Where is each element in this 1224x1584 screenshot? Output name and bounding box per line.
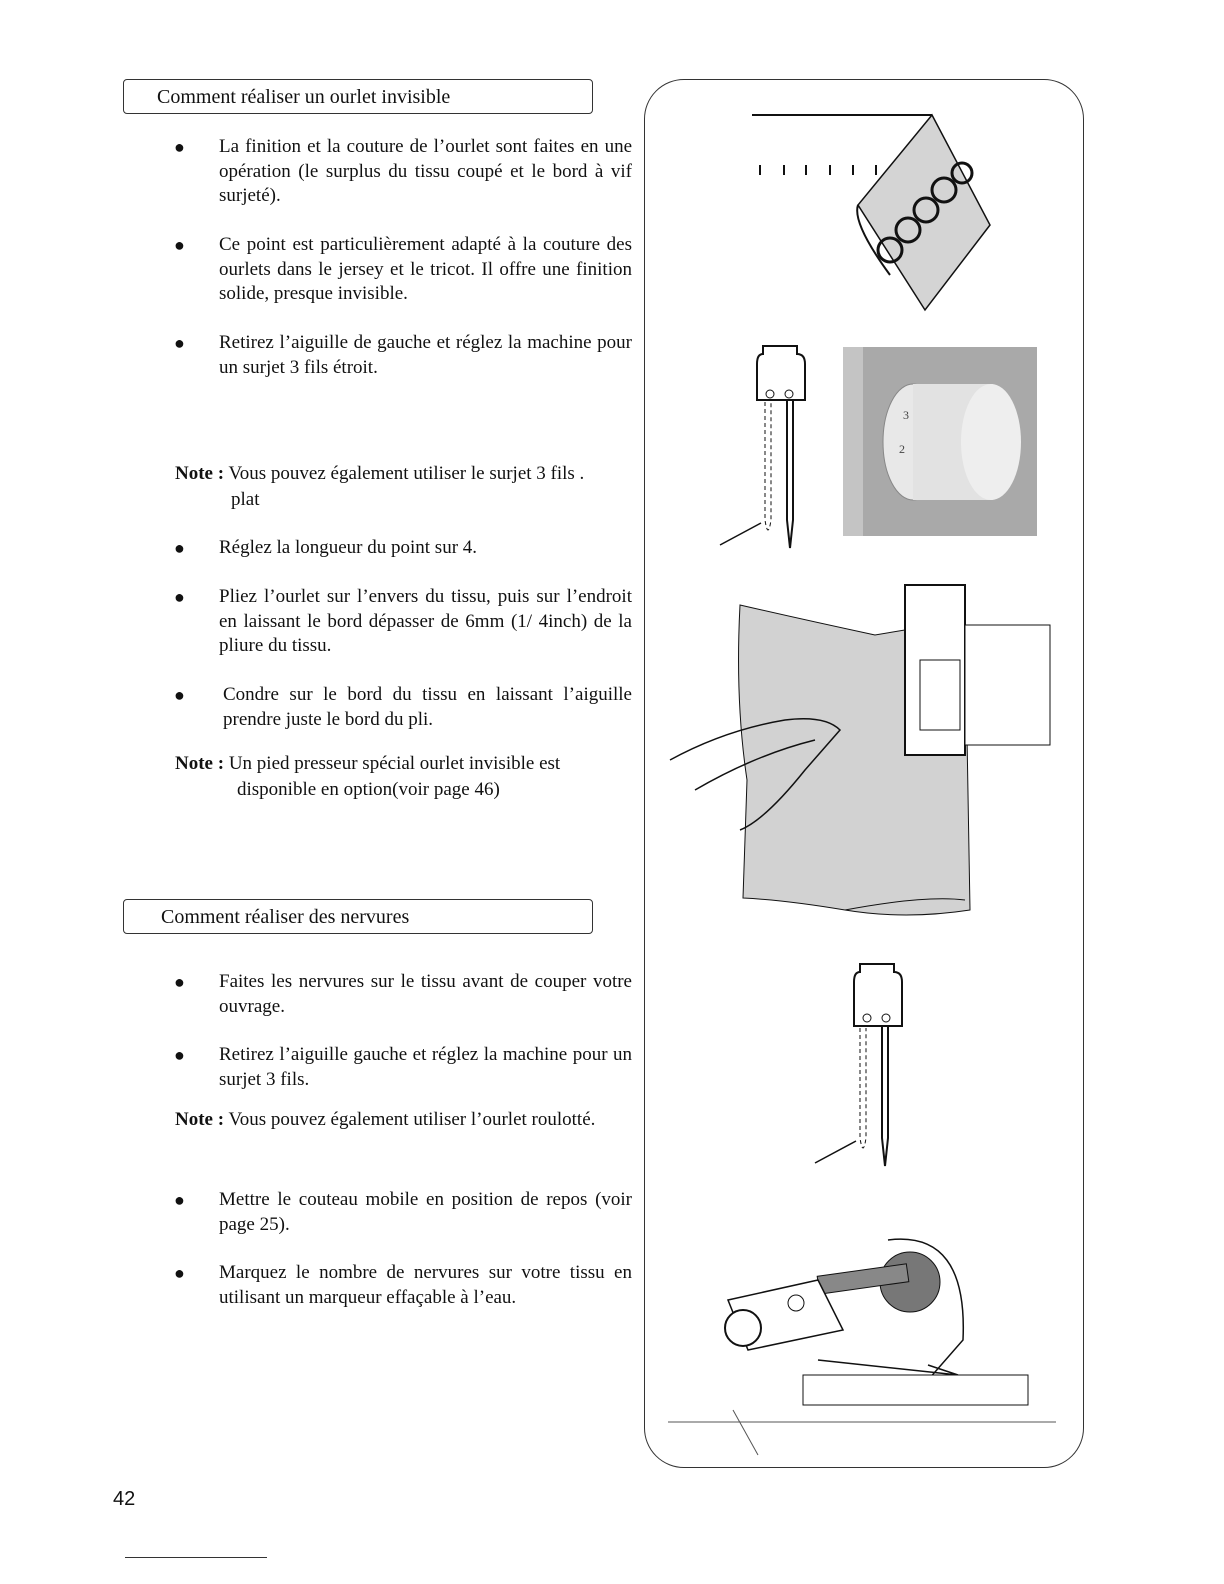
page-number: 42 [113,1488,136,1510]
bullet: ● [174,235,185,255]
paragraph: Mettre le couteau mobile en position de repos (voir page 25). [219,1189,632,1235]
paragraph: Marquez le nombre de nervures sur votre tissu en utilisant un marqueur effaçable à l’eau. [219,1262,632,1308]
paragraph: Pliez l’ourlet sur l’envers du tissu, puis sur l’endroit en laissant le bord dépasser de 6mm (1/ 4inch) de la pliure du tissu. [219,586,632,656]
section-header-pintucks [123,899,593,934]
bullet: ● [174,538,185,558]
note-text: Vous pouvez également utiliser le surjet 3 fils . [228,463,585,484]
note [175,461,633,513]
paragraph: Ce point est particulièrement adapté à la couture des ourlets dans le jersey et le tricot. Il offre une finition solide, presque invisible. [219,234,632,304]
movable-knife-illustration [668,1200,1063,1460]
dial-mark: 3 [903,408,909,422]
note [175,1107,633,1133]
note-text: disponible en option(voir page 46) [237,779,500,800]
section-title: Comment réaliser des nervures [161,906,410,928]
note-label: Note : [175,753,225,774]
blind-hem-stitch-illustration [740,105,1000,345]
paragraph: Retirez l’aiguille gauche et réglez la machine pour un surjet 3 fils. [219,1044,632,1090]
paragraph: Retirez l’aiguille de gauche et réglez la machine pour un surjet 3 fils étroit. [219,332,632,378]
section-title: Comment réaliser un ourlet invisible [157,86,451,108]
paragraph: Réglez la longueur du point sur 4. [219,537,478,558]
bullet: ● [174,1190,185,1210]
note-text: Un pied presseur spécial ourlet invisible est [228,753,561,774]
paragraph: Condre sur le bord du tissu en laissant l’aiguille prendre juste le bord du pli. [223,684,632,730]
dial-photo [843,347,1037,536]
bullet: ● [174,685,185,705]
note-text: plat [231,489,260,510]
bullet: ● [174,1263,185,1283]
footer-rule [125,1557,267,1558]
note [175,751,633,803]
bullet: ● [174,137,185,157]
note-label: Note : [175,463,225,484]
bullet: ● [174,1045,185,1065]
note-text: Vous pouvez également utiliser l’ourlet roulotté. [228,1109,596,1130]
note-label: Note : [175,1109,225,1130]
bullet: ● [174,972,185,992]
paragraph: Faites les nervures sur le tissu avant de couper votre ouvrage. [219,971,632,1017]
bullet: ● [174,587,185,607]
needle-illustration [715,340,815,555]
bullet: ● [174,333,185,353]
needle-illustration-2 [812,958,912,1173]
section-header-blind-hem [123,79,593,114]
sewing-machine-hem-illustration [665,580,1060,920]
dial-mark: 2 [899,442,905,456]
paragraph: La finition et la couture de l’ourlet sont faites en une opération (le surplus du tissu coupé et le bord à vif surjeté). [219,136,632,206]
